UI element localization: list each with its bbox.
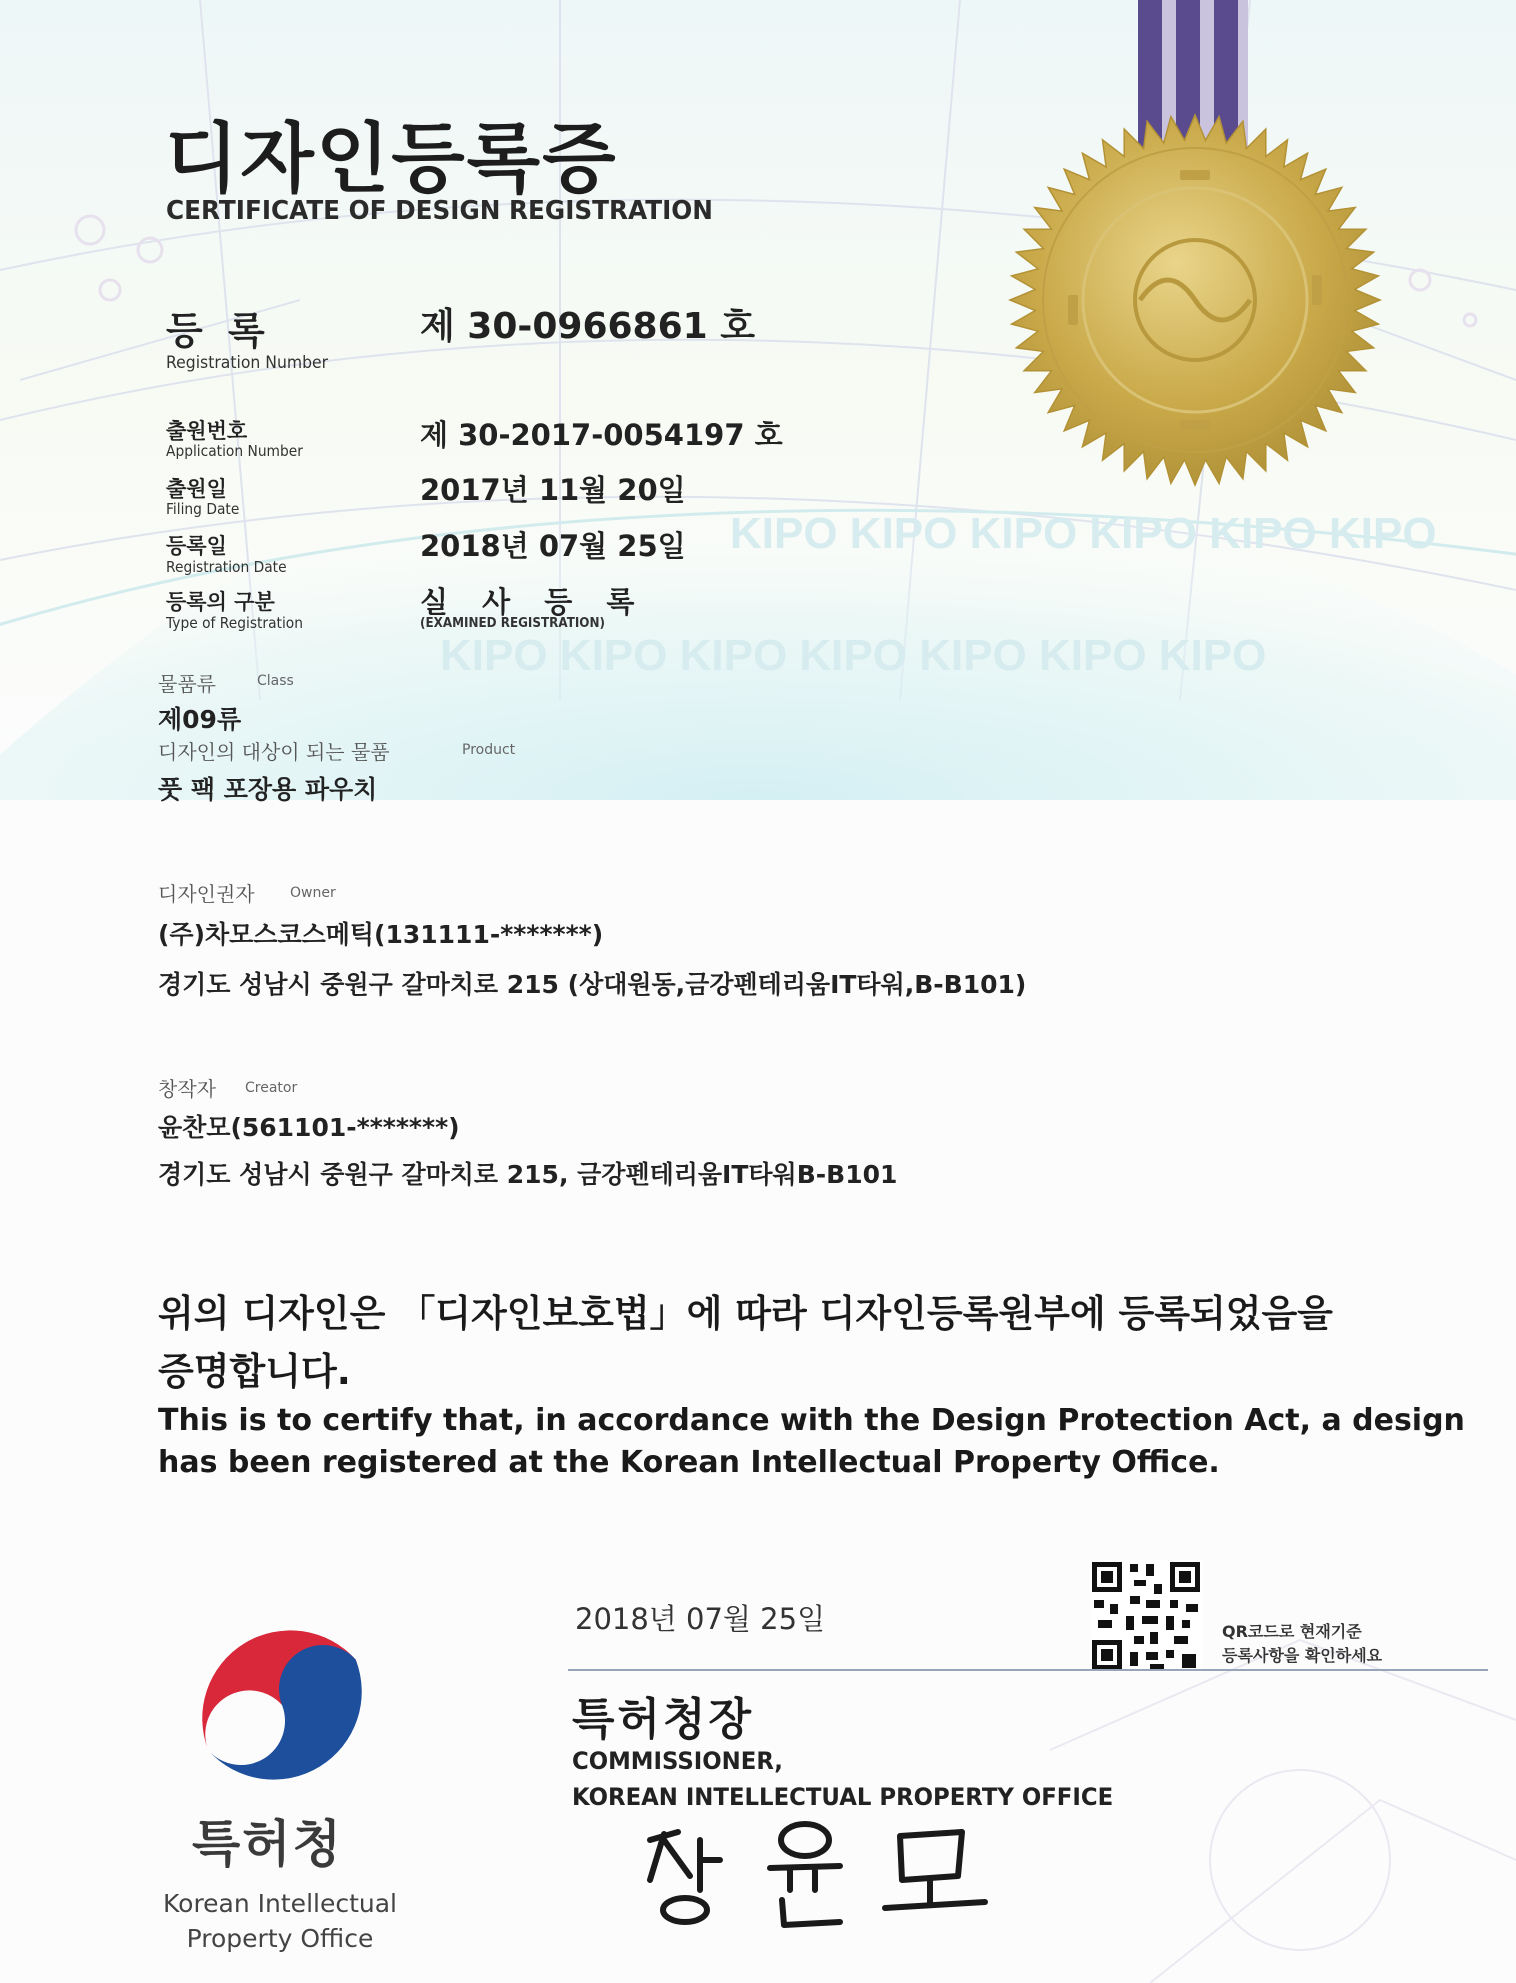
registration-date-label-en: Registration Date: [166, 558, 287, 576]
certification-ko-line: 증명합니다.: [158, 1350, 351, 1393]
owner-label: 디자인권자: [158, 882, 255, 906]
qr-note: [1222, 1620, 1382, 1668]
creator-name: 윤찬모(561101-*******): [158, 1113, 460, 1142]
certification-en-line: has been registered at the Korean Intellectual Property Office.: [158, 1445, 1220, 1480]
product-label-en: Product: [462, 742, 516, 758]
owner-address: 경기도 성남시 중원구 갈마치로 215 (상대원동,금강펜테리움IT타워,B-B101): [158, 970, 1027, 999]
commissioner-title-en: [572, 1743, 1113, 1815]
product-value: 풋 팩 포장용 파우치: [158, 775, 378, 804]
certificate-subtitle: CERTIFICATE OF DESIGN REGISTRATION: [166, 196, 713, 226]
office-name-en-line: Korean Intellectual: [163, 1889, 397, 1918]
gold-seal-icon: [1010, 115, 1380, 485]
registration-type-en: (EXAMINED REGISTRATION): [420, 616, 605, 631]
application-number-label-en: Application Number: [166, 442, 303, 460]
qr-note-line: QR코드로 현재기준: [1222, 1622, 1362, 1641]
filing-date-label: 출원일: [166, 477, 227, 501]
certificate-title: 디자인등록증: [165, 114, 618, 203]
registration-type: 실 사 등 록: [420, 585, 647, 619]
office-name: 특허청: [192, 1815, 343, 1873]
application-number-label: 출원번호: [166, 419, 248, 443]
registration-label-en: Registration Number: [166, 353, 329, 373]
kipo-watermark-text: KIPO KIPO KIPO KIPO KIPO KIPO KIPO: [440, 631, 1267, 680]
kipo-watermark-text: KIPO KIPO KIPO KIPO KIPO KIPO: [730, 509, 1437, 558]
class-value: 제09류: [158, 705, 242, 734]
registration-date: 2018년 07월 25일: [420, 529, 686, 563]
class-label: 물품류: [158, 672, 216, 696]
certification-ko-line: 위의 디자인은 「디자인보호법」에 따라 디자인등록원부에 등록되었음을: [158, 1292, 1333, 1335]
creator-label-en: Creator: [245, 1080, 298, 1096]
registration-label: 등 록: [166, 309, 271, 353]
certification-statement-en: [158, 1400, 1465, 1484]
registration-date-label: 등록일: [166, 534, 227, 558]
commissioner-title-en-line: COMMISSIONER,: [572, 1747, 783, 1775]
filing-date-label-en: Filing Date: [166, 500, 240, 518]
qr-code-icon: [1090, 1560, 1202, 1672]
owner-name: (주)차모스코스메틱(131111-*******): [158, 920, 604, 949]
commissioner-title: 특허청장: [572, 1694, 755, 1745]
issue-date: 2018년 07월 25일: [575, 1602, 826, 1636]
signature-icon: [650, 1824, 985, 1925]
commissioner-title-en-line: KOREAN INTELLECTUAL PROPERTY OFFICE: [572, 1783, 1114, 1811]
office-name-en: [150, 1886, 410, 1956]
signature-divider: [568, 1669, 1488, 1671]
registration-type-label-en: Type of Registration: [166, 614, 303, 632]
owner-label-en: Owner: [290, 885, 336, 901]
class-label-en: Class: [257, 673, 294, 689]
certification-statement-ko: [158, 1285, 1333, 1401]
office-name-en-line: Property Office: [186, 1924, 374, 1953]
qr-note-line: 등록사항을 확인하세요: [1222, 1646, 1383, 1665]
creator-label: 창작자: [158, 1077, 216, 1101]
creator-address: 경기도 성남시 중원구 갈마치로 215, 금강펜테리움IT타워B-B101: [158, 1160, 898, 1189]
registration-type-label: 등록의 구분: [166, 590, 275, 614]
certification-en-line: This is to certify that, in accordance with the Design Protection Act, a design: [158, 1403, 1465, 1438]
product-label: 디자인의 대상이 되는 물품: [158, 740, 390, 764]
filing-date: 2017년 11월 20일: [420, 473, 686, 507]
application-number: 제 30-2017-0054197 호: [420, 418, 783, 452]
taegeuk-logo-icon: [173, 1603, 390, 1807]
registration-number: 제 30-0966861 호: [420, 306, 755, 347]
